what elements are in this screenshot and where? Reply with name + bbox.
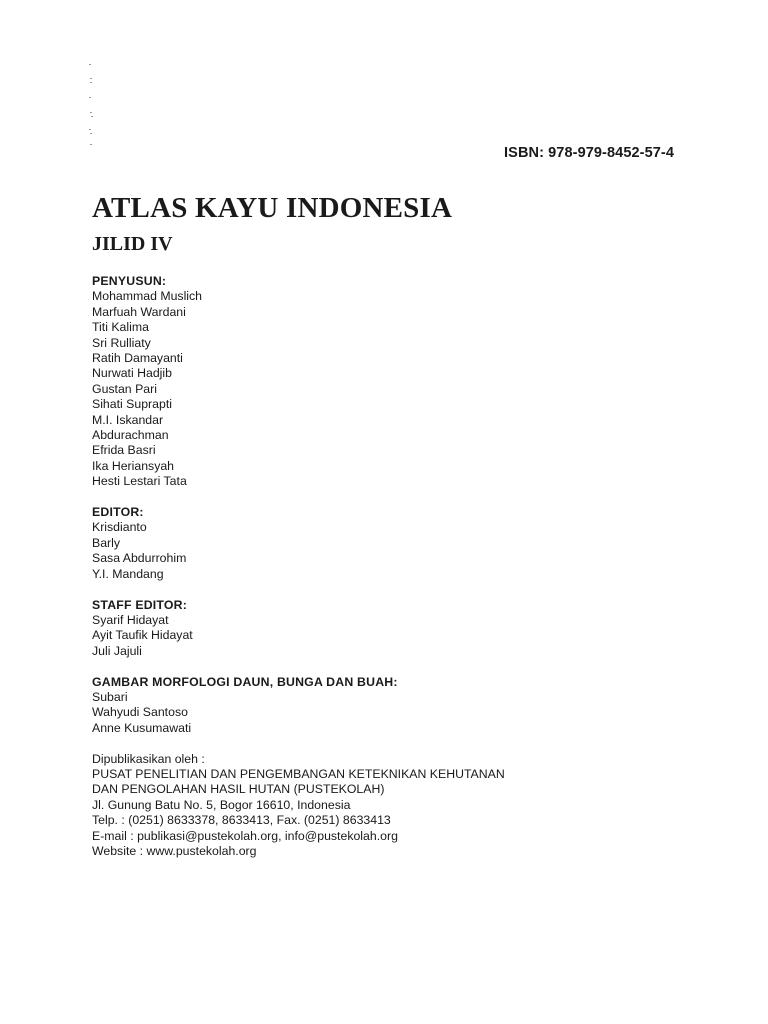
author-name: Efrida Basri — [92, 443, 156, 458]
scan-speck — [90, 112, 92, 113]
illustrator-name: Subari — [92, 689, 128, 704]
section-heading: STAFF EDITOR: — [92, 597, 188, 612]
author-name: Titi Kalima — [92, 320, 149, 335]
illustrator-name: Wahyudi Santoso — [92, 705, 188, 720]
section-penyusun — [92, 274, 692, 490]
scan-speck — [90, 144, 92, 145]
author-name: Nurwati Hadjib — [92, 366, 172, 381]
editor-name: Sasa Abdurrohim — [92, 551, 187, 566]
author-name: Hesti Lestari Tata — [92, 474, 187, 489]
publisher-name-line: PUSAT PENELITIAN DAN PENGEMBANGAN KETEKNIKAN KEHUTANAN — [92, 766, 505, 781]
credits-content — [92, 274, 692, 875]
scan-speck — [90, 133, 92, 134]
publisher-website: Website : www.pustekolah.org — [92, 843, 257, 858]
section-editor — [92, 505, 692, 582]
publisher-info — [92, 752, 692, 860]
editor-name: Krisdianto — [92, 520, 147, 535]
author-name: Mohammad Muslich — [92, 289, 203, 304]
publisher-email: E-mail : publikasi@pustekolah.org, info@pustekolah.org — [92, 828, 398, 843]
author-name: Sihati Suprapti — [92, 397, 172, 412]
author-name: Gustan Pari — [92, 381, 157, 396]
scan-speck — [89, 97, 91, 98]
staff-editor-name: Ayit Taufik Hidayat — [92, 628, 193, 643]
publisher-phone: Telp. : (0251) 8633378, 8633413, Fax. (0251) 8633413 — [92, 813, 391, 828]
author-name: Sri Rulliaty — [92, 335, 151, 350]
author-name: Marfuah Wardani — [92, 304, 186, 319]
section-staff-editor — [92, 598, 692, 660]
scan-speck — [90, 82, 92, 83]
book-title: ATLAS KAYU INDONESIA — [92, 192, 453, 224]
section-heading: GAMBAR MORFOLOGI DAUN, BUNGA DAN BUAH: — [92, 674, 398, 689]
scan-speck — [91, 116, 93, 117]
section-heading: PENYUSUN: — [92, 274, 167, 288]
staff-editor-name: Juli Jajuli — [92, 643, 142, 658]
publisher-name-line: DAN PENGOLAHAN HASIL HUTAN (PUSTEKOLAH) — [92, 782, 385, 797]
author-name: M.I. Iskandar — [92, 412, 164, 427]
author-name: Ratih Damayanti — [92, 351, 183, 366]
scan-specks — [89, 62, 97, 148]
author-name: Ika Heriansyah — [92, 458, 175, 473]
staff-editor-name: Syarif Hidayat — [92, 612, 169, 627]
section-illustrators — [92, 675, 692, 737]
editor-name: Y.I. Mandang — [92, 566, 164, 581]
isbn-number: ISBN: 978-979-8452-57-4 — [504, 145, 674, 161]
section-heading: EDITOR: — [92, 505, 144, 520]
scan-speck — [89, 64, 91, 65]
volume-subtitle: JILID IV — [92, 233, 173, 255]
illustrator-name: Anne Kusumawati — [92, 720, 192, 735]
author-name: Abdurachman — [92, 428, 169, 443]
publisher-intro: Dipublikasikan oleh : — [92, 751, 205, 766]
scan-speck — [89, 129, 91, 130]
scan-speck — [90, 78, 92, 79]
editor-name: Barly — [92, 535, 121, 550]
publisher-address: Jl. Gunung Batu No. 5, Bogor 16610, Indonesia — [92, 797, 351, 812]
